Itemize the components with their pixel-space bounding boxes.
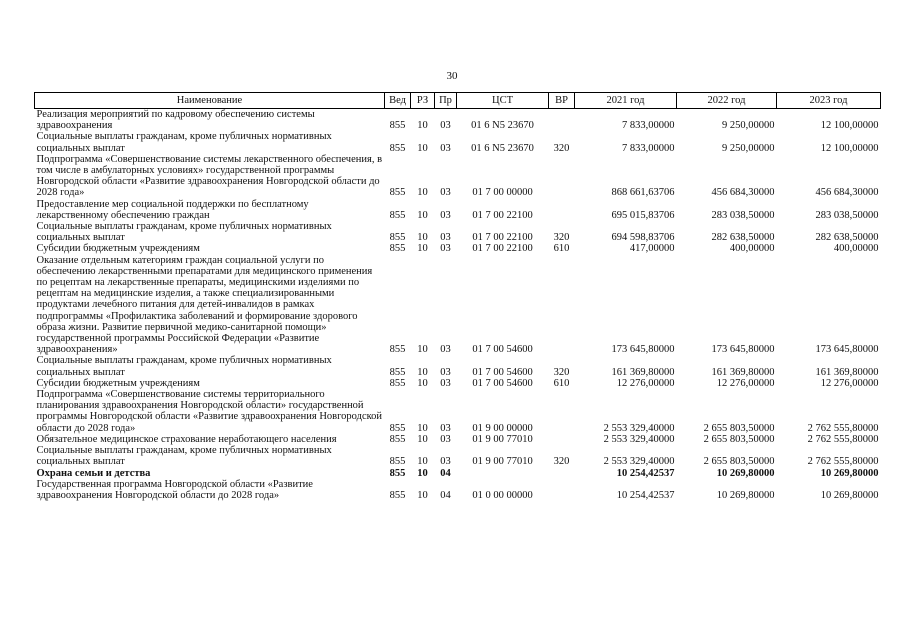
cell-name: Предоставление мер социальной поддержки по бесплатному лекарственному обеспечению граждан bbox=[36, 198, 309, 221]
cell-2022: 2 655 803,50000 bbox=[703, 456, 775, 468]
cell-pr: 03 bbox=[440, 366, 451, 378]
page-number: 30 bbox=[446, 70, 458, 82]
cell-cst: 01 9 00 77010 bbox=[472, 433, 533, 445]
cell-2023: 283 038,50000 bbox=[815, 209, 879, 221]
cell-rz: 10 bbox=[417, 422, 428, 434]
cell-cst: 01 6 N5 23670 bbox=[471, 142, 534, 154]
cell-2023: 12 276,00000 bbox=[820, 377, 879, 389]
cell-2022: 2 655 803,50000 bbox=[703, 433, 775, 445]
cell-2022: 282 638,50000 bbox=[711, 232, 775, 244]
table-row bbox=[35, 389, 881, 434]
cell-cst: 01 9 00 00000 bbox=[472, 422, 533, 434]
cell-vr: 320 bbox=[553, 366, 570, 378]
cell-ved: 855 bbox=[389, 344, 406, 356]
cell-pr: 03 bbox=[440, 120, 451, 132]
cell-vr: 610 bbox=[553, 243, 570, 255]
budget-table bbox=[34, 92, 881, 501]
cell-ved: 855 bbox=[389, 422, 406, 434]
header-name: Наименование bbox=[35, 93, 385, 109]
cell-name: Социальные выплаты гражданам, кроме публичных нормативных социальных выплат bbox=[36, 221, 332, 244]
table-row bbox=[35, 445, 881, 467]
table-row bbox=[35, 434, 881, 445]
cell-2023: 2 762 555,80000 bbox=[807, 456, 879, 468]
cell-cst: 01 9 00 77010 bbox=[472, 456, 533, 468]
cell-cst: 01 0 00 00000 bbox=[472, 489, 533, 501]
cell-2022: 161 369,80000 bbox=[711, 366, 775, 378]
cell-rz: 10 bbox=[417, 377, 428, 389]
table-row bbox=[35, 243, 881, 254]
cell-ved: 855 bbox=[389, 456, 406, 468]
cell-name: Обязательное медицинское страхование неработающего населения bbox=[36, 433, 337, 445]
cell-vr bbox=[549, 468, 575, 479]
cell-rz: 10 bbox=[417, 433, 428, 445]
header-pr: Пр bbox=[435, 93, 457, 109]
cell-2022: 9 250,00000 bbox=[722, 142, 775, 154]
cell-2021: 417,00000 bbox=[629, 243, 675, 255]
cell-ved: 855 bbox=[389, 467, 406, 479]
cell-2023: 2 762 555,80000 bbox=[807, 433, 879, 445]
cell-rz: 10 bbox=[417, 142, 428, 154]
table-row bbox=[35, 468, 881, 479]
cell-2021: 2 553 329,40000 bbox=[603, 456, 675, 468]
cell-name: Подпрограмма «Совершенствование системы территориального планирования здравоохранения Новгородской области» государственной программы Новгородской области «Развитие здравоохранения Новгородской области до 2028 года» bbox=[36, 389, 383, 434]
cell-cst: 01 7 00 54600 bbox=[472, 366, 533, 378]
cell-vr bbox=[549, 199, 575, 221]
cell-2023: 10 269,80000 bbox=[820, 489, 879, 501]
cell-ved: 855 bbox=[389, 209, 406, 221]
cell-2021: 695 015,83706 bbox=[611, 209, 675, 221]
cell-rz: 10 bbox=[417, 456, 428, 468]
table-row bbox=[35, 131, 881, 153]
cell-name: Оказание отдельным категориям граждан социальной услуги по обеспечению лекарственными препаратами для медицинского применения по рецептам на лекарственные препараты, медицинскими изделиями по рецептам на медицинские изделия, а также специализированными продуктами лечебного питания для детей-инвалидов в рамках подпрограммы «Профилактика заболеваний и формирование здорового образа жизни. Развитие первичной медико-санитарной помощи» государственной программы Российской Федерации «Развитие здравоохранения» bbox=[36, 254, 373, 356]
cell-2021: 173 645,80000 bbox=[611, 344, 675, 356]
cell-2021: 7 833,00000 bbox=[622, 142, 675, 154]
cell-2021: 2 553 329,40000 bbox=[603, 433, 675, 445]
cell-name: Охрана семьи и детства bbox=[36, 467, 151, 479]
cell-rz: 10 bbox=[417, 187, 428, 199]
cell-2023: 10 269,80000 bbox=[820, 467, 879, 479]
header-2023: 2023 год bbox=[777, 93, 881, 109]
cell-2021: 161 369,80000 bbox=[611, 366, 675, 378]
cell-cst: 01 7 00 00000 bbox=[472, 187, 533, 199]
cell-2022: 173 645,80000 bbox=[711, 344, 775, 356]
cell-2021: 694 598,83706 bbox=[611, 232, 675, 244]
cell-2023: 2 762 555,80000 bbox=[807, 422, 879, 434]
table-row bbox=[35, 154, 881, 199]
header-vr: ВР bbox=[549, 93, 575, 109]
table-row bbox=[35, 378, 881, 389]
cell-2023: 400,00000 bbox=[833, 243, 879, 255]
cell-ved: 855 bbox=[389, 489, 406, 501]
cell-ved: 855 bbox=[389, 377, 406, 389]
cell-cst: 01 7 00 22100 bbox=[472, 232, 533, 244]
cell-ved: 855 bbox=[389, 243, 406, 255]
cell-rz: 10 bbox=[417, 366, 428, 378]
cell-2022: 10 269,80000 bbox=[716, 489, 775, 501]
cell-rz: 10 bbox=[417, 344, 428, 356]
cell-rz: 10 bbox=[417, 243, 428, 255]
cell-2021: 2 553 329,40000 bbox=[603, 422, 675, 434]
cell-2022: 400,00000 bbox=[729, 243, 775, 255]
header-cst: ЦСТ bbox=[457, 93, 549, 109]
cell-cst: 01 7 00 22100 bbox=[472, 243, 533, 255]
cell-name: Социальные выплаты гражданам, кроме публичных нормативных социальных выплат bbox=[36, 131, 332, 154]
cell-ved: 855 bbox=[389, 433, 406, 445]
cell-vr bbox=[549, 434, 575, 445]
cell-rz: 10 bbox=[417, 209, 428, 221]
cell-pr: 03 bbox=[440, 422, 451, 434]
cell-pr: 03 bbox=[440, 344, 451, 356]
cell-vr: 320 bbox=[553, 456, 570, 468]
cell-2021: 10 254,42537 bbox=[616, 467, 675, 479]
cell-ved: 855 bbox=[389, 120, 406, 132]
cell-name: Государственная программа Новгородской области «Развитие здравоохранения Новгородской области до 2028 года» bbox=[36, 478, 313, 501]
cell-vr bbox=[549, 154, 575, 199]
header-rz: РЗ bbox=[411, 93, 435, 109]
cell-ved: 855 bbox=[389, 366, 406, 378]
cell-name: Подпрограмма «Совершенствование системы лекарственного обеспечения, в том числе в амбулаторных условиях» государственной программы Новгородской области «Развитие здравоохранения Новгородской области до 2028 года» bbox=[36, 153, 383, 199]
table-row bbox=[35, 221, 881, 243]
cell-2021: 7 833,00000 bbox=[622, 120, 675, 132]
cell-pr: 03 bbox=[440, 187, 451, 199]
cell-rz: 10 bbox=[417, 120, 428, 132]
table-body bbox=[35, 109, 881, 502]
cell-2022: 283 038,50000 bbox=[711, 209, 775, 221]
header-2022: 2022 год bbox=[677, 93, 777, 109]
table-row bbox=[35, 255, 881, 356]
table-header-row bbox=[35, 93, 881, 109]
cell-name: Социальные выплаты гражданам, кроме публичных нормативных социальных выплат bbox=[36, 445, 332, 468]
cell-2022: 2 655 803,50000 bbox=[703, 422, 775, 434]
cell-vr: 320 bbox=[553, 142, 570, 154]
table-row bbox=[35, 199, 881, 221]
cell-vr bbox=[549, 109, 575, 132]
cell-pr: 03 bbox=[440, 232, 451, 244]
cell-vr bbox=[549, 255, 575, 356]
cell-ved: 855 bbox=[389, 187, 406, 199]
cell-pr: 03 bbox=[440, 456, 451, 468]
table-row bbox=[35, 479, 881, 501]
cell-name: Реализация мероприятий по кадровому обеспечению системы здравоохранения bbox=[36, 109, 315, 132]
cell-pr: 03 bbox=[440, 433, 451, 445]
cell-pr: 03 bbox=[440, 377, 451, 389]
cell-name: Субсидии бюджетным учреждениям bbox=[36, 243, 200, 255]
cell-2023: 456 684,30000 bbox=[815, 187, 879, 199]
cell-2023: 282 638,50000 bbox=[815, 232, 879, 244]
cell-pr: 03 bbox=[440, 209, 451, 221]
cell-ved: 855 bbox=[389, 142, 406, 154]
cell-pr: 03 bbox=[440, 142, 451, 154]
cell-2022: 10 269,80000 bbox=[716, 467, 775, 479]
cell-2021: 10 254,42537 bbox=[616, 489, 675, 501]
cell-name: Субсидии бюджетным учреждениям bbox=[36, 377, 200, 389]
cell-cst: 01 6 N5 23670 bbox=[471, 120, 534, 132]
cell-rz: 10 bbox=[417, 467, 428, 479]
cell-name: Социальные выплаты гражданам, кроме публичных нормативных социальных выплат bbox=[36, 355, 332, 378]
cell-2022: 9 250,00000 bbox=[722, 120, 775, 132]
cell-2023: 12 100,00000 bbox=[820, 120, 879, 132]
cell-2021: 12 276,00000 bbox=[616, 377, 675, 389]
cell-cst bbox=[457, 468, 549, 479]
cell-rz: 10 bbox=[417, 232, 428, 244]
cell-2023: 161 369,80000 bbox=[815, 366, 879, 378]
table-row bbox=[35, 355, 881, 377]
cell-rz: 10 bbox=[417, 489, 428, 501]
cell-pr: 03 bbox=[440, 243, 451, 255]
cell-2022: 12 276,00000 bbox=[716, 377, 775, 389]
cell-2023: 12 100,00000 bbox=[820, 142, 879, 154]
cell-2021: 868 661,63706 bbox=[611, 187, 675, 199]
header-2021: 2021 год bbox=[575, 93, 677, 109]
cell-pr: 04 bbox=[440, 467, 451, 479]
cell-2023: 173 645,80000 bbox=[815, 344, 879, 356]
cell-cst: 01 7 00 22100 bbox=[472, 209, 533, 221]
header-ved: Вед bbox=[385, 93, 411, 109]
cell-cst: 01 7 00 54600 bbox=[472, 377, 533, 389]
cell-vr bbox=[549, 389, 575, 434]
cell-vr bbox=[549, 479, 575, 501]
cell-vr: 320 bbox=[553, 232, 570, 244]
table-row bbox=[35, 109, 881, 132]
cell-2022: 456 684,30000 bbox=[711, 187, 775, 199]
cell-ved: 855 bbox=[389, 232, 406, 244]
cell-cst: 01 7 00 54600 bbox=[472, 344, 533, 356]
cell-pr: 04 bbox=[440, 489, 451, 501]
cell-vr: 610 bbox=[553, 377, 570, 389]
